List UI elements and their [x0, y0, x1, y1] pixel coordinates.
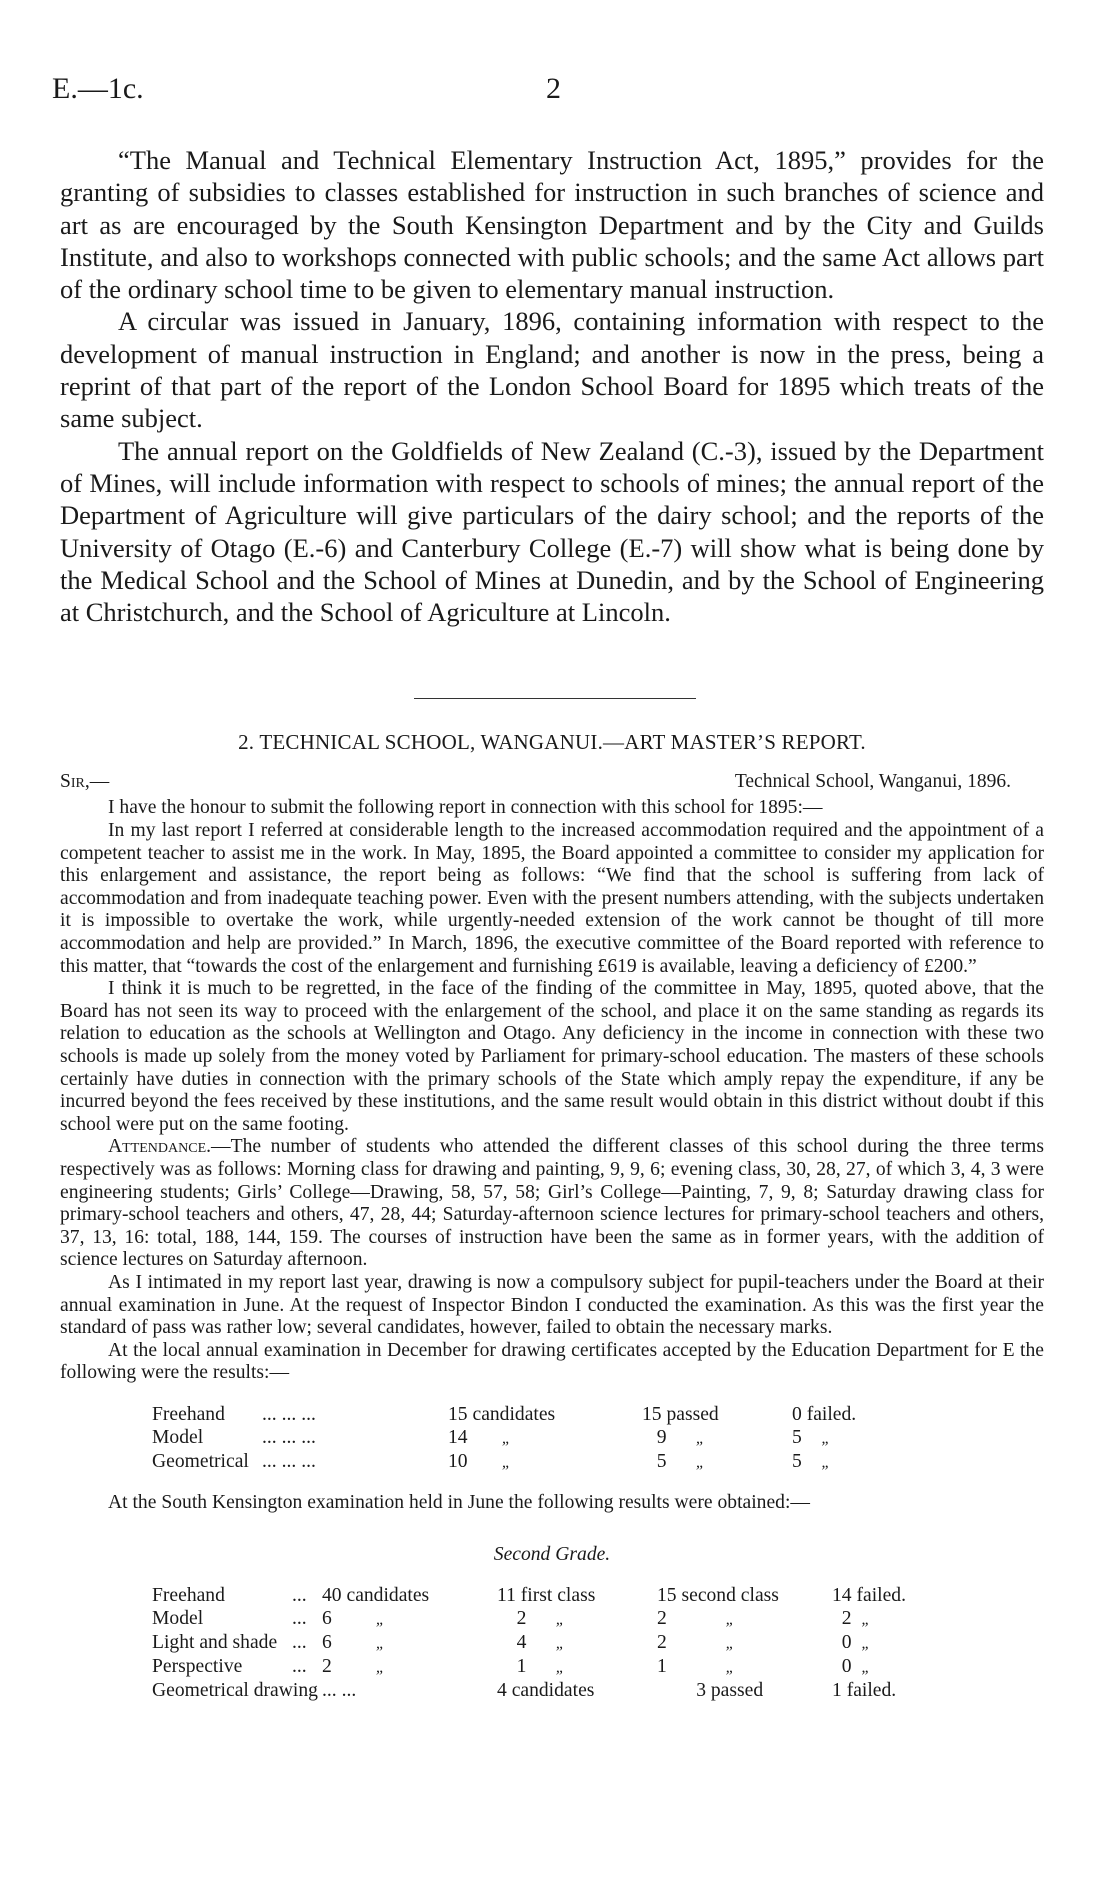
report-paragraph: In my last report I referred at considerable length to the increased accommodation required and the appointment of a competent teacher to assist me in the work. In May, 1895, the Board appointed a committee to consider my application for this enlargement and assistance, the report being as follows: “We find that the school is suffering from lack of accommodation and from inadequate teaching power. Even with the present numbers attending, with the subjects undertaken it is impossible to overtake the work, while urgently-needed extension of the work cannot be thought of till more accommodation and help are provided.” In March, 1896, the executive committee of the Board reported with reference to this matter, that “towards the cost of the enlargement and furnishing £619 is available, leaving a deficiency of £200.”: [60, 820, 1044, 977]
table-row: [152, 1631, 932, 1655]
second-class-cell: 2 „: [657, 1631, 735, 1653]
failed-cell: 0 „: [841, 1655, 871, 1677]
ditto-mark: „: [375, 1610, 385, 1628]
ditto-mark: „: [501, 1429, 511, 1447]
first-class-cell: 1 „: [516, 1655, 565, 1677]
candidates-cell: 6 „: [322, 1631, 385, 1653]
ditto-mark: „: [725, 1610, 735, 1628]
failed-cell: 5 „: [792, 1426, 831, 1448]
leader-dots: ... ... ...: [262, 1426, 316, 1448]
report-body: [60, 797, 1044, 1384]
candidates-cell: 6 „: [322, 1607, 385, 1629]
local-exam-results-table: [152, 1403, 892, 1474]
salutation: Sir,—: [60, 771, 110, 793]
document-page: [52, 70, 1044, 1702]
leader-dots: ...: [292, 1584, 307, 1606]
ditto-mark: „: [725, 1658, 735, 1676]
ditto-mark: „: [501, 1453, 511, 1471]
passed-cell: 3 passed: [696, 1679, 764, 1701]
ditto-mark: „: [375, 1658, 385, 1676]
report-paragraph: At the local annual examination in December for drawing certificates accepted by the Education Department for E the following were the results:—: [60, 1339, 1044, 1384]
table-row: [152, 1426, 892, 1450]
first-class-cell: 4 „: [516, 1631, 565, 1653]
ditto-mark: „: [821, 1453, 831, 1471]
ditto-mark: „: [555, 1634, 565, 1652]
ditto-mark: „: [555, 1658, 565, 1676]
leader-dots: ...: [292, 1607, 307, 1629]
ditto-mark: „: [375, 1634, 385, 1652]
failed-cell: 5 „: [792, 1450, 831, 1472]
subject-cell: Model: [152, 1426, 204, 1448]
place-date: Technical School, Wanganui, 1896.: [734, 771, 1011, 793]
failed-cell: 14 failed.: [832, 1584, 906, 1606]
candidates-cell: 14 „: [448, 1426, 511, 1448]
table-row: [152, 1450, 892, 1474]
table-row: [152, 1679, 932, 1702]
second-class-cell: 15 second class: [657, 1584, 779, 1606]
passed-cell: 5 „: [656, 1450, 705, 1472]
second-class-cell: 2 „: [657, 1607, 735, 1629]
report-paragraph: As I intimated in my report last year, drawing is now a compulsory subject for pupil-teachers under the Board at their annual examination in June. At the request of Inspector Bindon I conducted the examination. As this was the first year the standard of pass was rather low; several candidates, however, failed to obtain the necessary marks.: [60, 1271, 1044, 1339]
page-header: [52, 70, 1044, 110]
candidates-cell: 4 candidates: [497, 1679, 595, 1701]
failed-cell: 1 failed.: [832, 1679, 897, 1701]
leader-dots: ...: [292, 1631, 307, 1653]
intro-section: [60, 144, 1044, 628]
failed-cell: 2 „: [841, 1607, 871, 1629]
subject-cell: Perspective: [152, 1655, 243, 1677]
first-class-cell: 2 „: [516, 1607, 565, 1629]
report-paragraph: I think it is much to be regretted, in the face of the finding of the committee in May, 1895, quoted above, that the Board has not seen its way to proceed with the enlargement of the school, and place it on the same standing as regards its relation to education as the schools at Wellington and Otago. Any deficiency in the income in connection with these two schools is made up solely from the money voted by Parliament for primary-school education. The masters of these schools certainly have duties in connection with the primary schools of the State which amply repay the expenditure, if any be incurred beyond the fees received by these institutions, and the same result would obtain in this district without doubt if this school were put on the same footing.: [60, 978, 1044, 1135]
ditto-mark: „: [861, 1658, 871, 1676]
grade-heading: Second Grade.: [493, 1543, 611, 1565]
subject-cell: Light and shade: [152, 1631, 278, 1653]
leader-dots: ...: [292, 1655, 307, 1677]
ditto-mark: „: [695, 1429, 705, 1447]
subject-cell: Geometrical drawing: [152, 1679, 318, 1701]
table-row: [152, 1584, 932, 1607]
candidates-cell: 40 candidates: [322, 1584, 430, 1606]
subject-cell: Freehand: [152, 1403, 225, 1425]
document-reference: E.—1c.: [52, 72, 144, 105]
failed-cell: 0 „: [841, 1631, 871, 1653]
ditto-mark: „: [725, 1634, 735, 1652]
leader-dots: ... ... ...: [262, 1403, 316, 1425]
section-divider: [414, 698, 696, 699]
south-kensington-results-table: [152, 1584, 932, 1702]
candidates-cell: 10 „: [448, 1450, 511, 1472]
candidates-cell: 2 „: [322, 1655, 385, 1677]
report-salutation-line: [60, 771, 1044, 797]
intro-paragraph: A circular was issued in January, 1896, containing information with respect to the development of manual instruction in England; and another is now in the press, being a reprint of that part of the report of the London School Board for 1895 which treats of the same subject.: [60, 306, 1044, 434]
leader-dots: ... ... ...: [262, 1450, 316, 1472]
subject-cell: Model: [152, 1607, 204, 1629]
candidates-cell: 15 candidates: [448, 1403, 556, 1425]
report-title: 2. TECHNICAL SCHOOL, WANGANUI.—ART MASTER’S REPORT.: [238, 730, 866, 755]
ditto-mark: „: [555, 1610, 565, 1628]
intro-paragraph: The annual report on the Goldfields of New Zealand (C.-3), issued by the Department of Mines, will include information with respect to schools of mines; the annual report of the Department of Agriculture will give particulars of the dairy school; and the reports of the University of Otago (E.-6) and Canterbury College (E.-7) will show what is being done by the Medical School and the School of Mines at Dunedin, and by the School of Engineering at Christchurch, and the School of Agriculture at Lincoln.: [60, 435, 1044, 628]
leader-dots: ... ...: [322, 1679, 357, 1701]
ditto-mark: „: [861, 1634, 871, 1652]
subject-cell: Geometrical: [152, 1450, 249, 1472]
south-kensington-intro: At the South Kensington examination held in June the following results were obtained:—: [108, 1491, 810, 1513]
report-paragraph: I have the honour to submit the following report in connection with this school for 1895:—: [108, 797, 823, 819]
ditto-mark: „: [861, 1610, 871, 1628]
failed-cell: 0 failed.: [792, 1403, 857, 1425]
attendance-text: —The number of students who attended the different classes of this school during the three terms respectively was as follows: Morning class for drawing and painting, 9, 9, 6; evening class, 30, 28, 27, of which 3, 4, 3 were engineering students; Girls’ College—Drawing, 58, 57, 58; Girl’s College—Painting, 7, 9, 8; Saturday drawing class for primary-school teachers and others, 47, 28, 44; Saturday-afternoon science lectures for primary-school teachers and others, 37, 13, 16: total, 188, 144, 159. The courses of instruction have been the same as in former years, with the addition of science lectures on Saturday afternoon.: [60, 1136, 1044, 1271]
table-row: [152, 1607, 932, 1631]
first-class-cell: 11 first class: [497, 1584, 596, 1606]
passed-cell: 15 passed: [642, 1403, 719, 1425]
table-row: [152, 1655, 932, 1679]
page-number: 2: [546, 72, 561, 105]
ditto-mark: „: [695, 1453, 705, 1471]
subject-cell: Freehand: [152, 1584, 225, 1606]
passed-cell: 9 „: [656, 1426, 705, 1448]
table-row: [152, 1403, 892, 1426]
attendance-paragraph: [60, 1136, 1044, 1272]
ditto-mark: „: [821, 1429, 831, 1447]
intro-paragraph: “The Manual and Technical Elementary Instruction Act, 1895,” provides for the granting of subsidies to classes established for instruction in such branches of science and art as are encouraged by the South Kensington Department and by the City and Guilds Institute, and also to workshops connected with public schools; and the same Act allows part of the ordinary school time to be given to elementary manual instruction.: [60, 145, 1044, 305]
second-class-cell: 1 „: [657, 1655, 735, 1677]
attendance-label: Attendance.: [108, 1136, 212, 1158]
